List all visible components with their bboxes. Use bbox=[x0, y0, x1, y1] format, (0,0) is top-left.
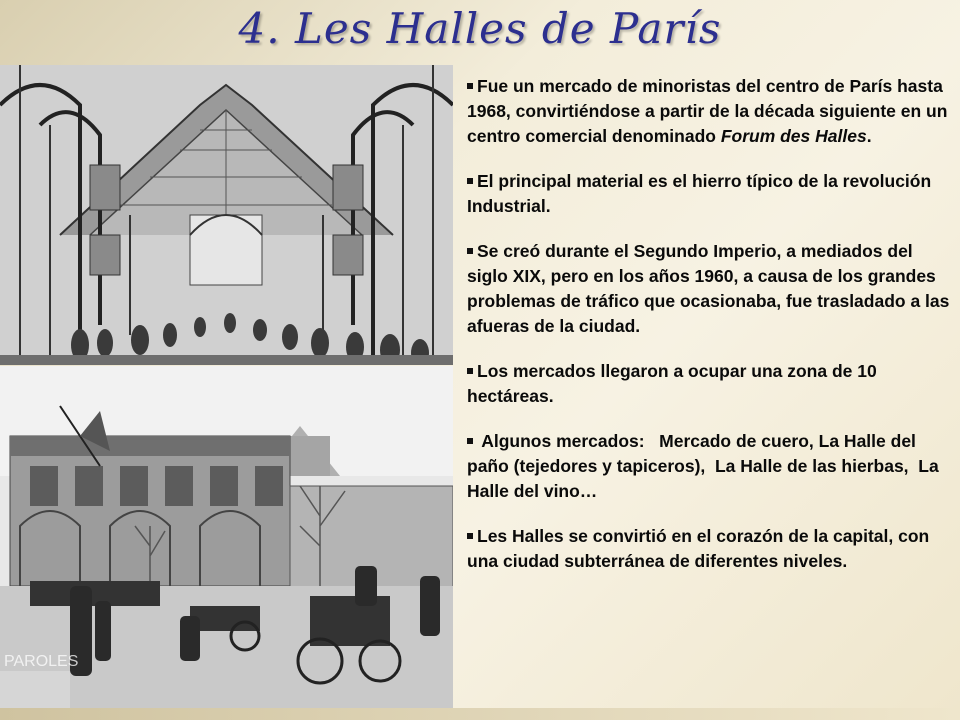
bullet-item bbox=[467, 359, 951, 409]
market-hall-exterior-photo-icon bbox=[0, 366, 453, 708]
market-interior-image bbox=[0, 65, 453, 365]
bullet-item bbox=[467, 429, 951, 504]
bottom-band bbox=[0, 708, 960, 720]
market-exterior-image bbox=[0, 366, 453, 708]
square-bullet-icon bbox=[467, 438, 473, 444]
slide-title: 4. Les Halles de París bbox=[238, 4, 722, 53]
bullet-text: Les Halles se convirtió en el corazón de la capital, con una ciudad subterránea de diferentes niveles. bbox=[467, 526, 930, 571]
bullet-item bbox=[467, 524, 951, 574]
square-bullet-icon bbox=[467, 178, 473, 184]
square-bullet-icon bbox=[467, 533, 473, 539]
bullet-item bbox=[467, 74, 951, 149]
bullet-text: Se creó durante el Segundo Imperio, a mediados del siglo XIX, pero en los años 1960, a causa de los grandes problemas de tráfico que ocasionaba, fue trasladado a las afueras de la ciudad. bbox=[467, 241, 950, 336]
bullet-item bbox=[467, 239, 951, 339]
market-hall-interior-engraving-icon bbox=[0, 65, 453, 365]
square-bullet-icon bbox=[467, 83, 473, 89]
bullet-text: Fue un mercado de minoristas del centro de París hasta 1968, convirtiéndose a partir de la década siguiente en un centro comercial denominado bbox=[467, 76, 948, 146]
square-bullet-icon bbox=[467, 368, 473, 374]
bullet-text: El principal material es el hierro típico de la revolución Industrial. bbox=[467, 171, 932, 216]
square-bullet-icon bbox=[467, 248, 473, 254]
bullet-text-end: . bbox=[866, 126, 872, 146]
bullet-emphasis: Forum des Halles bbox=[720, 126, 867, 146]
bullet-text: Algunos mercados: Mercado de cuero, La Halle del paño (tejedores y tapiceros), La Halle de las hierbas, La Halle del vino… bbox=[467, 431, 944, 501]
bullet-item bbox=[467, 169, 951, 219]
photo-watermark: PAROLES bbox=[4, 653, 79, 670]
bullet-list bbox=[467, 74, 951, 594]
bullet-text: Los mercados llegaron a ocupar una zona de 10 hectáreas. bbox=[467, 361, 877, 406]
